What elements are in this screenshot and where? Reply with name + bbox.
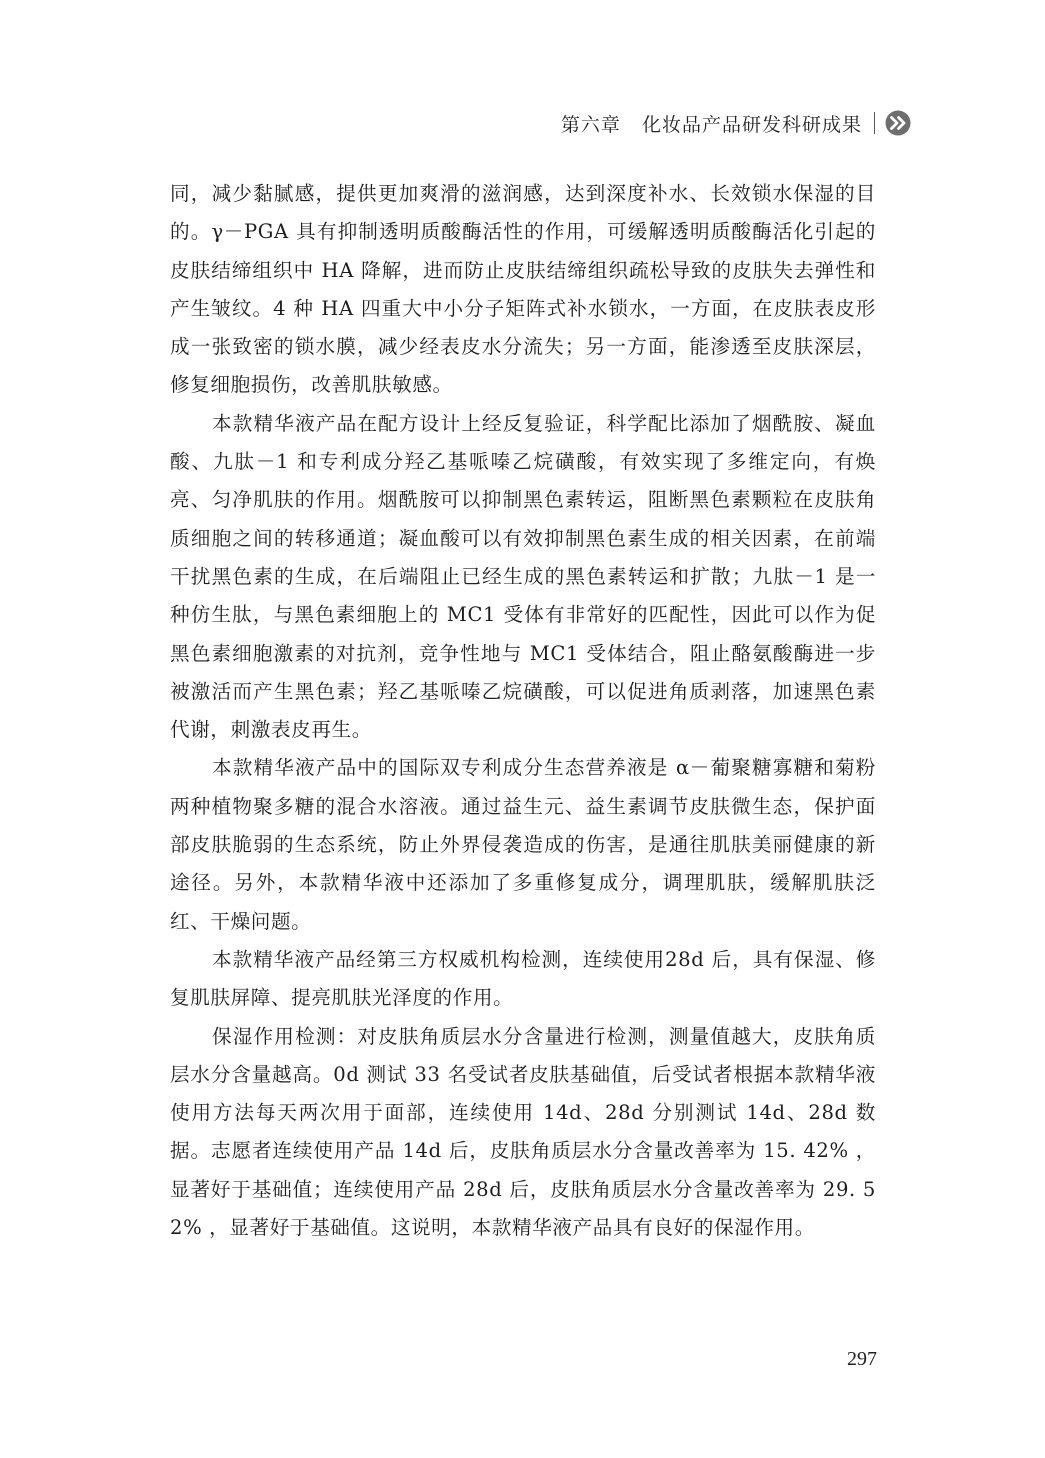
page-number: 297 bbox=[847, 1348, 877, 1370]
body-paragraph-continued: 同，减少黏腻感，提供更加爽滑的滋润感，达到深度补水、长效锁水保湿的目的。γ－PGA 具有抑制透明质酸酶活性的作用，可缓解透明质酸酶活化引起的皮肤结缔组织中 HA 降解，进而防止皮肤结缔组织疏松导致的皮肤失去弹性和产生皱纹。4 种 HA 四重大中小分子矩阵式补水锁水，一方面，在皮肤表皮形成一张致密的锁水膜，减少经表皮水分流失；另一方面，能渗透至皮肤深层，修复细胞损伤，改善肌肤敏感。 bbox=[170, 182, 876, 397]
chapter-title: 第六章 化妆品产品研发科研成果 bbox=[560, 113, 862, 136]
body-paragraph-ingredients: 本款精华液产品在配方设计上经反复验证，科学配比添加了烟酰胺、凝血酸、九肽－1 和专利成分羟乙基哌嗪乙烷磺酸，有效实现了多维定向，有焕亮、匀净肌肤的作用。烟酰胺可以抑制黑色素转运，阻断黑色素颗粒在皮肤角质细胞之间的转移通道；凝血酸可以有效抑制黑色素生成的相关因素，在前端干扰黑色素的生成，在后端阻止已经生成的黑色素转运和扩散；九肽－1 是一种仿生肽，与黑色素细胞上的 MC1 受体有非常好的匹配性，因此可以作为促黑色素细胞激素的对抗剂，竞争性地与 MC1 受体结合，阻止酪氨酸酶进一步被激活而产生黑色素；羟乙基哌嗪乙烷磺酸，可以促进角质剥落，加速黑色素代谢，刺激表皮再生。 bbox=[170, 411, 876, 742]
double-chevron-right-icon bbox=[885, 110, 911, 136]
header-divider bbox=[874, 112, 875, 134]
body-paragraph-testing: 本款精华液产品经第三方权威机构检测，连续使用28d 后，具有保湿、修复肌肤屏障、提亮肌肤光泽度的作用。 bbox=[170, 947, 876, 1010]
body-paragraph-ecology: 本款精华液产品中的国际双专利成分生态营养液是 α－葡聚糖寡糖和菊粉两种植物聚多糖的混合水溶液。通过益生元、益生素调节皮肤微生态，保护面部皮肤脆弱的生态系统，防止外界侵袭造成的伤害，是通往肌肤美丽健康的新途径。另外，本款精华液中还添加了多重修复成分，调理肌肤，缓解肌肤泛红、干燥问题。 bbox=[170, 756, 876, 933]
body-paragraph-moisture-test: 保湿作用检测：对皮肤角质层水分含量进行检测，测量值越大，皮肤角质层水分含量越高。0d 测试 33 名受试者皮肤基础值，后受试者根据本款精华液使用方法每天两次用于面部，连续使用 14d、28d 分别测试 14d、28d 数据。志愿者连续使用产品 14d 后，皮肤角质层水分含量改善率为 15. 42% ，显著好于基础值；连续使用产品 28d 后，皮肤角质层水分含量改善率为 29. 52% ，显著好于基础值。这说明，本款精华液产品具有良好的保湿作用。 bbox=[170, 1024, 876, 1240]
page-body bbox=[170, 175, 876, 1247]
running-header bbox=[561, 108, 911, 138]
